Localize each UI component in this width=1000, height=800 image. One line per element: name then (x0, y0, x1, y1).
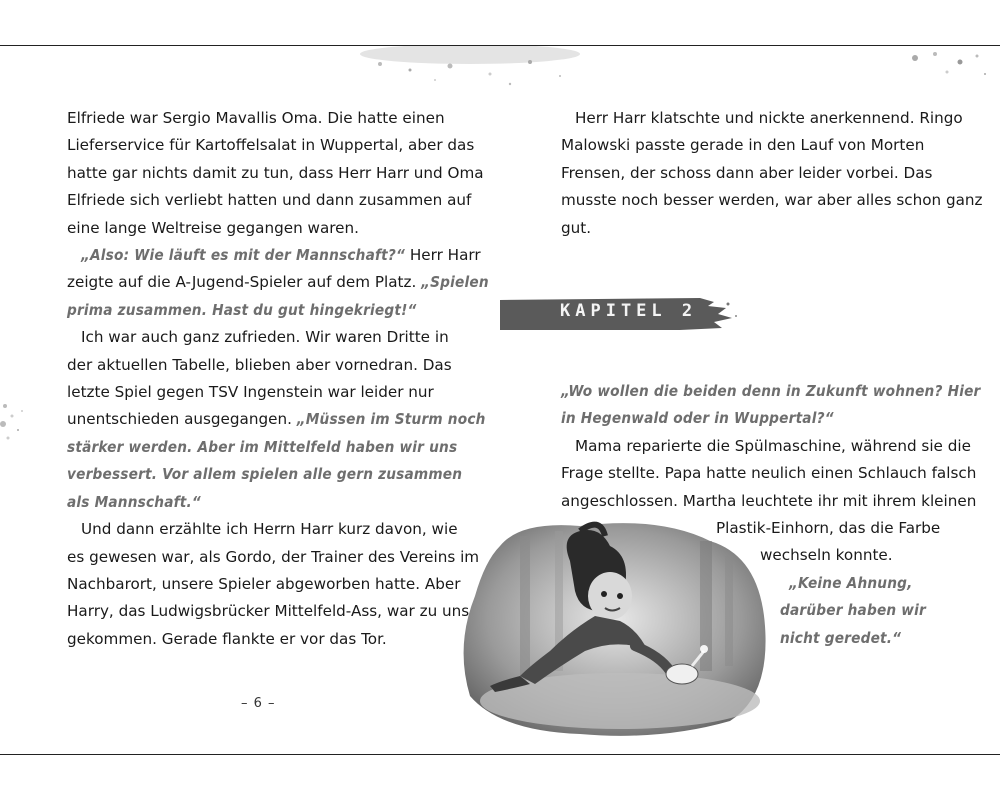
narration-text: unentschieden ausgegangen. (67, 410, 297, 429)
chapter-heading (500, 296, 740, 332)
text-line: Plastik-Einhorn, das die Farbe (716, 519, 941, 538)
dialog-line: stärker werden. Aber im Mittelfeld haben wir uns (67, 437, 458, 456)
text-line: wechseln konnte. (760, 546, 893, 565)
text-line (67, 406, 486, 433)
text-line: der aktuellen Tabelle, blieben aber vornedran. Das (67, 355, 452, 374)
text-line (67, 242, 481, 269)
text-line: Ich war auch ganz zufrieden. Wir waren Dritte in (81, 328, 449, 347)
book-spread (0, 45, 1000, 755)
text-line: Frage stellte. Papa hatte neulich einen Schlauch falsch (561, 464, 977, 483)
dialog-text: „Also: Wie läuft es mit der Mannschaft?“ (81, 246, 406, 265)
dialog-line: „Keine Ahnung, (789, 573, 913, 592)
right-page (500, 46, 1000, 754)
text-line: hatte gar nichts damit zu tun, dass Herr Harr und Oma (67, 163, 484, 182)
girl-with-unicorn-illustration (460, 516, 770, 741)
text-line: letzte Spiel gegen TSV Ingenstein war leider nur (67, 383, 434, 402)
text-line: musste noch besser werden, war aber alles schon ganz (561, 191, 983, 210)
dialog-line: darüber haben wir (780, 601, 926, 620)
text-line: Mama reparierte die Spülmaschine, während sie die (575, 436, 971, 455)
dialog-line: verbessert. Vor allem spielen alle gern zusammen (67, 465, 463, 484)
left-page (0, 46, 489, 754)
text-line: eine lange Weltreise gegangen waren. (67, 218, 359, 237)
text-line: angeschlossen. Martha leuchtete ihr mit ihrem kleinen (561, 491, 977, 510)
dialog-line: prima zusammen. Hast du gut hingekriegt!“ (67, 300, 417, 319)
text-line: Frensen, der schoss dann aber leider vorbei. Das (561, 163, 933, 182)
text-line: Herr Harr klatschte und nickte anerkennend. Ringo (575, 109, 963, 127)
dialog-line: „Wo wollen die beiden denn in Zukunft wohnen? Hier (561, 382, 981, 400)
right-text-column-top (561, 105, 983, 242)
text-line (67, 269, 489, 296)
text-line: es gewesen war, als Gordo, der Trainer des Vereins im (67, 547, 480, 566)
dialog-text: „Spielen (421, 273, 489, 292)
text-line: Lieferservice für Kartoffelsalat in Wuppertal, aber das (67, 136, 475, 155)
text-line: gut. (561, 218, 592, 237)
text-line: Und dann erzählte ich Herrn Harr kurz davon, wie (81, 520, 458, 539)
text-line: Elfriede sich verliebt hatten und dann zusammen auf (67, 191, 472, 210)
text-line: Malowski passte gerade in den Lauf von Morten (561, 136, 925, 155)
text-line: Nachbarort, unsere Spieler abgeworben hatte. Aber (67, 574, 461, 593)
dialog-line: nicht geredet.“ (780, 628, 902, 647)
narration-text: zeigte auf die A-Jugend-Spieler auf dem Platz. (67, 273, 422, 292)
page-number: – 6 – (241, 696, 276, 711)
dialog-line: in Hegenwald oder in Wuppertal?“ (561, 409, 834, 428)
text-line: Elfriede war Sergio Mavallis Oma. Die hatte einen (67, 109, 445, 127)
text-line: Harry, das Ludwigsbrücker Mittelfeld-Ass, war zu uns (67, 602, 470, 621)
narration-text: Herr Harr (405, 246, 481, 265)
text-line: gekommen. Gerade flankte er vor das Tor. (67, 629, 387, 648)
dialog-line: als Mannschaft.“ (67, 492, 201, 511)
left-text-column (67, 105, 489, 653)
ink-splatter-left (0, 396, 40, 456)
chapter-label: KAPITEL 2 (560, 301, 698, 321)
dialog-text: „Müssen im Sturm noch (296, 410, 486, 429)
